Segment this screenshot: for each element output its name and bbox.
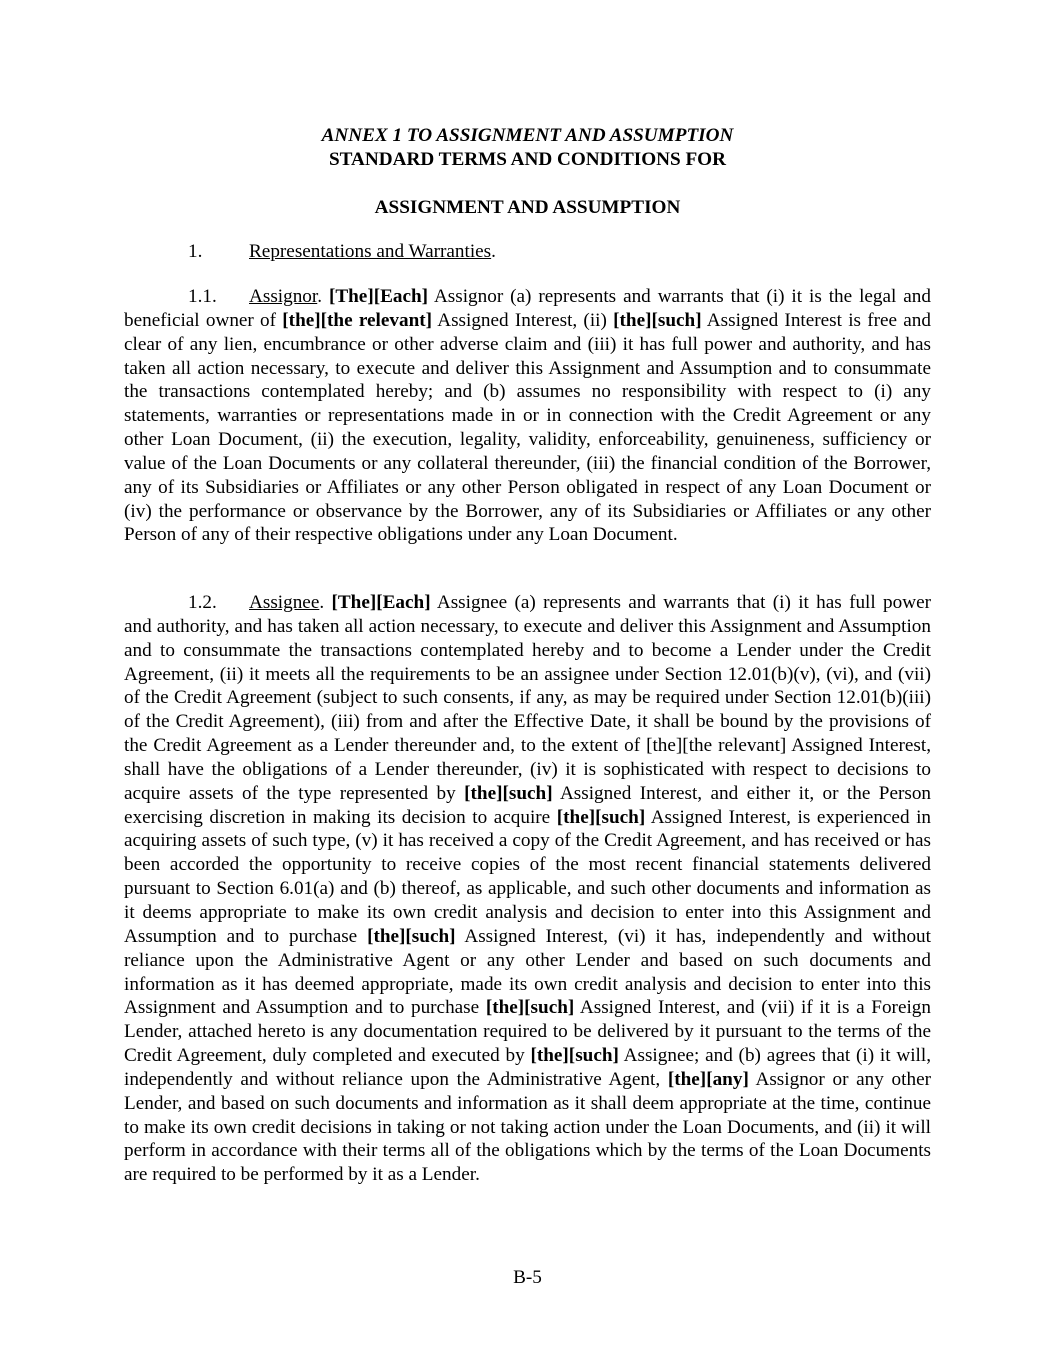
section-1-heading-punct: . [491, 241, 496, 262]
section-1-2-number: 1.2. [188, 592, 217, 613]
document-subtitle: STANDARD TERMS AND CONDITIONS FOR [329, 149, 726, 170]
bracketed-term: [The][Each] [331, 592, 431, 613]
text-run: Assignee; and (b) agrees that (i) it will, independently and without reliance upon the Administrative Agent, [124, 1045, 931, 1090]
section-1-heading-line [249, 240, 496, 264]
text-run: Assignee (a) represents and warrants that (i) it has full power and authority, and has taken all action necessary, to execute and deliver this Assignment and Assumption and to consummate the transactions contemplated hereby and to become a Lender under the Credit Agreement, (ii) it meets all the requirements to be an assignee under Section 12.01(b)(v), (vi), and (vii) of the Credit Agreement (subject to such consents, if any, as may be required under Section 12.01(b)(iii) of the Credit Agreement), (iii) from and after the Effective Date, it shall be bound by the provisions of the Credit Agreement as a Lender thereunder and, to the extent of [the][the relevant] Assigned Interest, shall have the obligations of a Lender thereunder, (iv) it is sophisticated with respect to decisions to acquire assets of the type represented by [124, 592, 931, 804]
bracketed-term: [the][such] [556, 806, 646, 828]
text-run: Assigned Interest, and (vii) if it is a Foreign Lender, attached hereto is any documentation required to be delivered by it pursuant to the terms of the Credit Agreement, duly completed and executed by [124, 997, 931, 1067]
bracketed-term: [the][such] [613, 309, 702, 331]
bracketed-term: [the][such] [485, 997, 575, 1019]
text-run: . [317, 286, 329, 307]
section-1-number: 1. [188, 241, 203, 262]
bracketed-term: [the][such] [464, 782, 553, 804]
section-1-heading: Representations and Warranties [249, 241, 492, 262]
section-1-2-heading: Assignee [249, 592, 320, 613]
bracketed-term: [the][such] [367, 925, 456, 947]
text-run: Assignor (a) represents and warrants that (i) it is the legal and beneficial owner of [124, 286, 931, 331]
text-run: Assignor or any other Lender, and based on such documents and information as it shall deem appropriate at the time, continue to make its own credit decisions in taking or not taking action under the Loan Documents, and (ii) it will perform in accordance with their terms all of the obligations which by the terms of the Loan Documents are required to be performed by it as a Lender. [124, 1068, 931, 1186]
text-run: . [319, 592, 332, 613]
section-1-2-paragraph [124, 591, 931, 1187]
bracketed-term: [The][Each] [328, 286, 429, 307]
section-1-1-number: 1.1. [188, 286, 217, 307]
section-1-1-paragraph [124, 285, 931, 547]
page-number: B-5 [513, 1267, 542, 1288]
text-run: Assigned Interest is free and clear of any lien, encumbrance or other adverse claim and (iii) it has full power and authority, and has taken all action necessary, to execute and deliver this Assignment and Assumption and to consummate the transactions contemplated hereby; and (b) assumes no responsibility with respect to (i) any statements, warranties or representations made in or in connection with the Credit Agreement or any other Loan Document, (ii) the execution, legality, validity, enforceability, genuineness, sufficiency or value of the Loan Documents or any collateral thereunder, (iii) the financial condition of the Borrower, any of its Subsidiaries or Affiliates or any other Person obligated in respect of any Loan Document or (iv) the performance or observance by the Borrower, any of its Subsidiaries or Affiliates or any other Person of any of their respective obligations under any Loan Document. [124, 309, 931, 546]
bracketed-term: [the][the relevant] [282, 309, 433, 331]
bracketed-term: [the][such] [530, 1045, 619, 1067]
text-run: Assigned Interest, and either it, or the Person exercising discretion in making its decision to acquire [124, 782, 932, 828]
text-run: Assigned Interest, (vi) it has, independently and without reliance upon the Administrative Agent or any other Lender and based on such documents and information as it has deemed appropriate, made its own credit analysis and decision to enter into this Assignment and Assumption and to purchase [124, 925, 931, 1019]
annex-title: ANNEX 1 TO ASSIGNMENT AND ASSUMPTION [321, 125, 734, 146]
text-run: Assigned Interest, is experienced in acquiring assets of such type, (v) it has received a copy of the Credit Agreement, and has received or has been accorded the opportunity to receive copies of the most recent financial statements delivered pursuant to Section 6.01(a) and (b) thereof, as applicable, and such other documents and information as it deems appropriate to make its own credit analysis and decision to enter into this Assignment and Assumption and to purchase [124, 806, 931, 947]
text-run: Assigned Interest, (ii) [432, 309, 614, 331]
document-title: ASSIGNMENT AND ASSUMPTION [374, 197, 681, 218]
section-1-1-heading: Assignor [249, 286, 318, 307]
bracketed-term: [the][any] [667, 1068, 749, 1090]
